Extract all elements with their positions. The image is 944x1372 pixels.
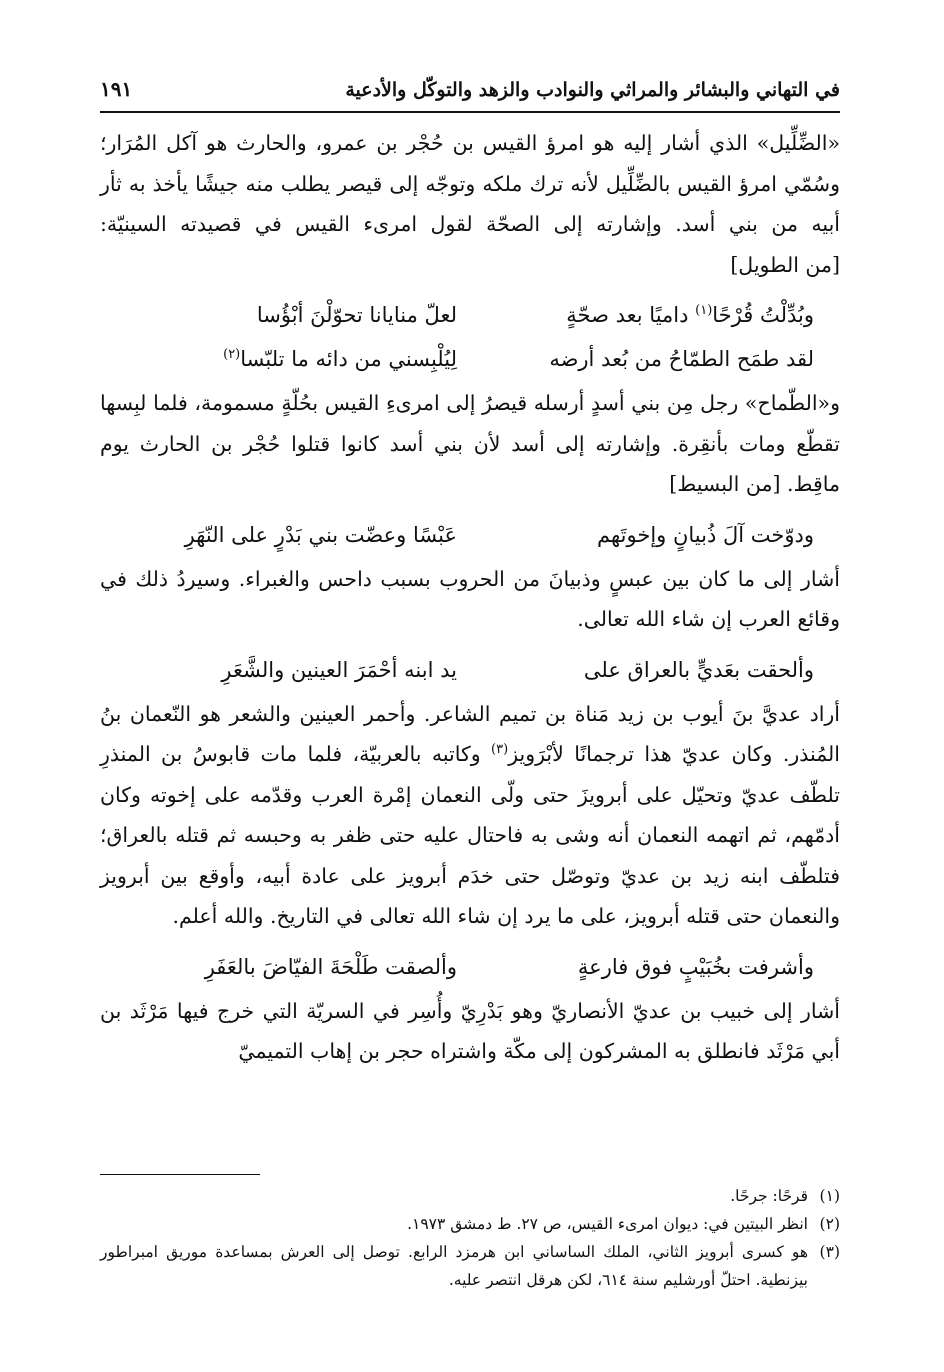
paragraph: و«الطّماح» رجل مِن بني أسدٍ أرسله قيصرُ إلى امرىءِ القيس بحُلّةٍ مسمومة، فلما لبِسها تقطّع ومات بأنقِرة. وإشارته إلى أسد لأن بني أسد كانوا قتلوا حُجْر بن الحارث يوم ماقِط. [من البسيط] bbox=[100, 391, 840, 496]
verse-first-hemistich: ودوّخت آلَ ذُبيانٍ وإخوتَهم bbox=[596, 522, 814, 547]
verse-line bbox=[100, 650, 840, 690]
footnote bbox=[100, 1182, 840, 1210]
verse-line bbox=[100, 515, 840, 555]
verse-first-hemistich: وبُدِّلْتُ قُرْحًا$^{(١)}$ داميًا بعد صحّةٍ bbox=[566, 303, 814, 327]
footnote-separator bbox=[100, 1174, 260, 1175]
verse-second-hemistich: لِيُلْبِسني من دائه ما تلبّسا$^{(٢)}$ bbox=[223, 347, 457, 371]
verse-line bbox=[100, 295, 840, 335]
verse-line bbox=[100, 947, 840, 987]
footnote-ref: (٢) bbox=[223, 347, 241, 362]
footnote-text: انظر البيتين في: ديوان امرىء القيس، ص ٢٧. ط دمشق ١٩٧٣. bbox=[407, 1215, 808, 1233]
footnote bbox=[100, 1238, 840, 1294]
verse-second-hemistich: عَبْسًا وعضّت بني بَدْرٍ على النّهَرِ bbox=[184, 522, 457, 547]
footnote-text: هو كسرى أبرويز الثاني، الملك الساساني ابن هرمزد الرابع. توصل إلى العرش بمساعدة موريق امبراطور بيزنطية. احتلّ أورشليم سنة ٦١٤، لكن هرقل انتصر عليه. bbox=[100, 1243, 808, 1289]
paragraph: «الضِّلِّيل» الذي أشار إليه هو امرؤ القيس بن حُجْر بن عمرو، والحارث هو آكل المُرَار؛ وسُمّي امرؤ القيس بالضِّلِّيل لأنه ترك ملكه وتوجّه إلى قيصر يطلب منه جيشًا يأخذ به ثأر أبيه من بني أسد. وإشارته إلى الصحّة لقول امرىء القيس في قصيدته السينيّة: [من الطويل] bbox=[100, 131, 840, 277]
paragraph: أشار إلى ما كان بين عبسٍ وذبيانَ من الحروب بسبب داحس والغبراء. وسيردُ ذلك في وقائع العرب إن شاء الله تعالى. bbox=[100, 566, 840, 631]
page-number: ١٩١ bbox=[100, 77, 133, 101]
paragraph: أراد عديَّ بنَ أيوب بن زيد مَناة بن تميم الشاعر. وأحمر العينين والشعر هو النّعمان بنُ المُنذر. وكان عديّ هذا ترجمانًا لأبْرَويز$^{(٣)}$ وكاتبه بالعربيّة، فلما مات قابوسُ بن المنذرِ تلطّف عديّ وتحيّل على أبرويزَ حتى ولّى النعمان إمْرة العرب وقدّمه على إخوته وكان أدمّهم، ثم اتهمه النعمان أنه وشى به فاحتال عليه حتى ظفر به وحبسه ثم قتله بالعراق؛ فتلطّف ابنه زيد بن عديّ وتوصّل حتى خدَم أبرويز على عادة أبيه، وأوقع بين أبرويز والنعمان حتى قتله أبرويز، على ما يرد إن شاء الله تعالى في التاريخ. والله أعلم. bbox=[100, 701, 840, 928]
footnote bbox=[100, 1210, 840, 1238]
verse-line bbox=[100, 339, 840, 379]
verse-second-hemistich: يد ابنه أحْمَرَ العينين والشَّعَرِ bbox=[221, 657, 457, 682]
running-title: في التهاني والبشائر والمراثي والنوادب والزهد والتوكّل والأدعية bbox=[345, 79, 840, 101]
book-page bbox=[100, 72, 840, 1332]
footnote-mark: (١) bbox=[819, 1187, 840, 1205]
verse-second-hemistich: لعلّ منايانا تحوّلْنَ أبْؤُسا bbox=[256, 303, 457, 327]
running-header bbox=[100, 72, 840, 113]
meter-label: [من البسيط] bbox=[669, 472, 781, 496]
verse-second-hemistich: وألصقت طَلْحَةَ الفيّاضَ بالعَفَرِ bbox=[204, 954, 457, 979]
footnote-mark: (٣) bbox=[819, 1243, 840, 1261]
footnotes bbox=[100, 1182, 840, 1294]
verse-first-hemistich: وأشرفت بخُبَيْبٍ فوق فارعةٍ bbox=[577, 954, 814, 979]
verse-first-hemistich: لقد طمَح الطمّاحُ من بُعد أرضه bbox=[549, 347, 814, 371]
meter-label: [من الطويل] bbox=[730, 252, 840, 277]
footnote-text: قرحًا: جرحًا. bbox=[730, 1187, 808, 1205]
paragraph: أشار إلى خبيب بن عديّ الأنصاريّ وهو بَدْرِيّ وأُسِر في السريّة التي خرج فيها مَرْثَد بن أبي مَرْثَد فانطلق به المشركون إلى مكّة واشتراه حجر بن إهاب التميميّ bbox=[100, 998, 840, 1063]
footnote-ref: (٣) bbox=[491, 742, 509, 758]
footnote-ref: (١) bbox=[695, 303, 713, 318]
verse-first-hemistich: وألحقت بعَديٍّ بالعراق على bbox=[583, 657, 814, 682]
footnote-mark: (٢) bbox=[819, 1215, 840, 1233]
body-text bbox=[100, 123, 840, 1072]
